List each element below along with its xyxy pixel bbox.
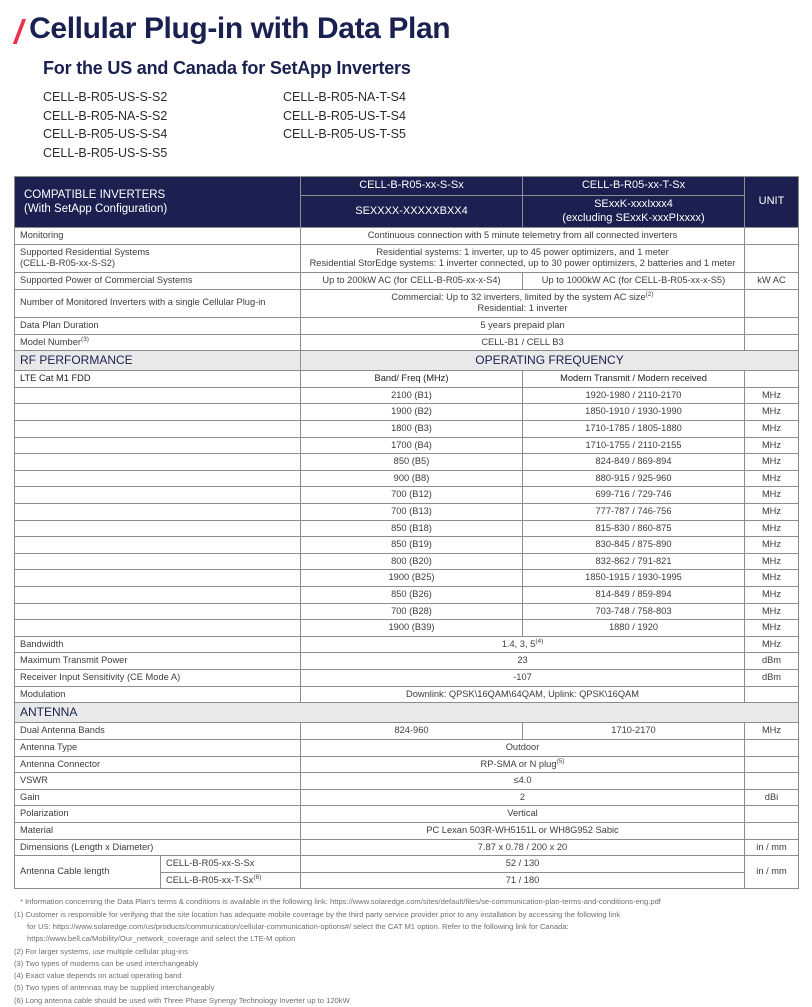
band-value: 900 (B8) xyxy=(301,470,523,487)
header-label-line2: (With SetApp Configuration) xyxy=(24,203,168,216)
header-col-t-sub xyxy=(523,195,745,228)
band-freq: 830-845 / 875-890 xyxy=(523,537,745,554)
table-row xyxy=(15,228,799,245)
table-row xyxy=(15,670,799,687)
footnote-ref: (5) xyxy=(556,757,565,765)
cable-value-s: 52 / 130 xyxy=(301,856,745,873)
table-row xyxy=(15,587,799,604)
row-label-modulation: Modulation xyxy=(15,686,301,703)
row-unit-commercial-power: kW AC xyxy=(745,273,799,290)
row-unit-model-number xyxy=(745,334,799,351)
band-freq: 1920-1980 / 2110-2170 xyxy=(523,387,745,404)
row-value-dimensions: 7.87 x 0.78 / 200 x 20 xyxy=(301,839,745,856)
band-freq: 703-748 / 758-803 xyxy=(523,603,745,620)
band-value: 800 (B20) xyxy=(301,553,523,570)
band-freq: 699-716 / 729-746 xyxy=(523,487,745,504)
row-value-polarization: Vertical xyxy=(301,806,745,823)
row-unit-receiver-sensitivity: dBm xyxy=(745,670,799,687)
row-unit-max-transmit-power: dBm xyxy=(745,653,799,670)
sublabel-text: CELL-B-R05-xx-T-Sx xyxy=(166,874,254,885)
model-column-right xyxy=(283,88,406,162)
table-row xyxy=(15,387,799,404)
table-row xyxy=(15,739,799,756)
header-col-s-title: CELL-B-R05-xx-S-Sx xyxy=(301,177,523,196)
band-freq: 1850-1910 / 1930-1990 xyxy=(523,404,745,421)
row-label-monitored-inverters: Number of Monitored Inverters with a single Cellular Plug-in xyxy=(15,289,301,317)
table-row xyxy=(15,437,799,454)
band-value: 700 (B12) xyxy=(301,487,523,504)
table-row xyxy=(15,334,799,351)
table-row xyxy=(15,603,799,620)
header-col-t-title: CELL-B-R05-xx-T-Sx xyxy=(523,177,745,196)
table-row xyxy=(15,470,799,487)
row-label-antenna-connector: Antenna Connector xyxy=(15,756,301,773)
band-value: 1900 (B25) xyxy=(301,570,523,587)
row-unit-vswr xyxy=(745,773,799,790)
cable-sublabel-s xyxy=(161,856,301,873)
band-freq: 815-830 / 860-875 xyxy=(523,520,745,537)
row-label-vswr: VSWR xyxy=(15,773,301,790)
band-row-label xyxy=(15,437,301,454)
model-item: CELL-B-R05-US-S-S4 xyxy=(43,127,168,141)
cable-sublabel-t xyxy=(161,872,301,889)
value-text: 1.4, 3, 5 xyxy=(501,638,536,649)
row-value-max-transmit-power: 23 xyxy=(301,653,745,670)
cable-value-t: 71 / 180 xyxy=(301,872,745,889)
table-row xyxy=(15,653,799,670)
model-item: CELL-B-R05-US-S-S5 xyxy=(43,145,168,160)
band-freq: 1850-1915 / 1930-1995 xyxy=(523,570,745,587)
band-row-label xyxy=(15,420,301,437)
band-unit: MHz xyxy=(745,553,799,570)
model-item: CELL-B-R05-US-T-S5 xyxy=(283,127,406,141)
row-label-dimensions: Dimensions (Length x Diameter) xyxy=(15,839,301,856)
table-row xyxy=(15,420,799,437)
row-unit-gain: dBi xyxy=(745,789,799,806)
row-label-model-number xyxy=(15,334,301,351)
sublabel-text: CELL-B-R05-xx-S-Sx xyxy=(166,858,255,869)
table-row xyxy=(15,723,799,740)
table-row xyxy=(15,520,799,537)
row-label-monitoring: Monitoring xyxy=(15,228,301,245)
band-unit: MHz xyxy=(745,537,799,554)
row-value-data-plan-duration: 5 years prepaid plan xyxy=(301,317,745,334)
header-col-s-sub: SEXXXX-XXXXXBXX4 xyxy=(301,195,523,228)
band-value: 1700 (B4) xyxy=(301,437,523,454)
section-title-antenna: ANTENNA xyxy=(15,703,799,723)
band-freq: 1880 / 1920 xyxy=(523,620,745,637)
band-row-label xyxy=(15,553,301,570)
footnote-1-line3: https://www.bell.ca/Mobility/Our_network_coverage and select the LTE-M option xyxy=(27,934,296,944)
row-unit-antenna-type xyxy=(745,739,799,756)
row-unit-antenna-cable-length: in / mm xyxy=(745,856,799,889)
band-unit: MHz xyxy=(745,454,799,471)
band-value: 2100 (B1) xyxy=(301,387,523,404)
table-row xyxy=(15,273,799,290)
band-unit: MHz xyxy=(745,387,799,404)
row-value-monitored-inverters xyxy=(301,289,745,317)
subheader-unit xyxy=(745,371,799,388)
band-unit: MHz xyxy=(745,520,799,537)
title-row xyxy=(14,14,812,48)
table-row xyxy=(15,317,799,334)
band-unit: MHz xyxy=(745,603,799,620)
table-subheader-row xyxy=(15,371,799,388)
footnote-6: (6) Long antenna cable should be used with Three Phase Synergy Technology Inverter up to 120kW xyxy=(14,995,350,1005)
row-unit-dimensions: in / mm xyxy=(745,839,799,856)
footnote-star: * Information concerning the Data Plan's terms & conditions is available in the following link: https://www.solaredge.com/sites/default/files/se-communication-plan-terms-and-conditions-eng.pdf xyxy=(20,897,661,907)
band-row-label xyxy=(15,570,301,587)
table-row xyxy=(15,570,799,587)
value-line1 xyxy=(306,292,739,304)
row-label-antenna-type: Antenna Type xyxy=(15,739,301,756)
row-label-data-plan-duration: Data Plan Duration xyxy=(15,317,301,334)
table-row xyxy=(15,856,799,873)
band-value: 1900 (B39) xyxy=(301,620,523,637)
footnote-ref: (4) xyxy=(535,637,544,645)
footnote-1-line2: for US: https://www.solaredge.com/us/products/communication/cellular-communication-options#/ select the CAT M1 option. Refer to the following link for Canada: xyxy=(27,922,569,931)
band-unit: MHz xyxy=(745,487,799,504)
table-row xyxy=(15,487,799,504)
table-row xyxy=(15,806,799,823)
band-freq: 880-915 / 925-960 xyxy=(523,470,745,487)
band-unit: MHz xyxy=(745,570,799,587)
table-header-row-1 xyxy=(15,177,799,196)
row-label-antenna-cable-length: Antenna Cable length xyxy=(15,856,161,889)
band-row-label xyxy=(15,487,301,504)
value-line2: Residential: 1 inverter xyxy=(477,303,568,314)
header-col-t-sub-line1: SExxK-xxxIxxx4 xyxy=(594,197,673,210)
footnotes-block xyxy=(14,896,798,1007)
band-freq: 832-862 / 791-821 xyxy=(523,553,745,570)
page-header xyxy=(0,0,812,162)
band-unit: MHz xyxy=(745,420,799,437)
model-column-left xyxy=(43,88,283,162)
row-value-commercial-power-t: Up to 1000kW AC (for CELL-B-R05-xx-x-S5) xyxy=(523,273,745,290)
table-row xyxy=(15,686,799,703)
band-row-label xyxy=(15,504,301,521)
value-text: RP-SMA or N plug xyxy=(480,758,557,769)
row-label-commercial-power: Supported Power of Commercial Systems xyxy=(15,273,301,290)
table-row xyxy=(15,504,799,521)
row-value-bandwidth xyxy=(301,636,745,653)
row-label-supported-residential xyxy=(15,244,301,272)
row-value-vswr: ≤4.0 xyxy=(301,773,745,790)
page-title: Cellular Plug-in with Data Plan xyxy=(29,12,451,45)
row-unit-polarization xyxy=(745,806,799,823)
row-value-antenna-connector xyxy=(301,756,745,773)
header-col-t-sub-line2: (excluding SExxK-xxxPIxxxx) xyxy=(562,211,705,224)
specifications-table xyxy=(14,176,799,889)
model-item: CELL-B-R05-US-T-S4 xyxy=(283,108,406,123)
subheader-lte-cat-m1: LTE Cat M1 FDD xyxy=(15,371,301,388)
section-title-operating-frequency: OPERATING FREQUENCY xyxy=(301,351,799,371)
footnote-4: (4) Exact value depends on actual operating band xyxy=(14,971,182,981)
row-value-supported-residential xyxy=(301,244,745,272)
table-row xyxy=(15,839,799,856)
band-row-label xyxy=(15,537,301,554)
band-unit: MHz xyxy=(745,620,799,637)
band-unit: MHz xyxy=(745,470,799,487)
header-label-line1: COMPATIBLE INVERTERS xyxy=(24,188,166,201)
row-value-receiver-sensitivity: -107 xyxy=(301,670,745,687)
label-line2: (CELL-B-R05-xx-S-S2) xyxy=(20,258,116,269)
model-item: CELL-B-R05-NA-S-S2 xyxy=(43,108,168,123)
footnote-ref: (2) xyxy=(645,290,654,298)
band-freq: 777-787 / 746-756 xyxy=(523,504,745,521)
table-row xyxy=(15,756,799,773)
footnote-5: (5) Two types of antennas may be supplied interchangeably xyxy=(14,983,215,993)
footnote-3: (3) Two types of modems can be used interchangeably xyxy=(14,958,199,968)
table-row xyxy=(15,404,799,421)
row-label-material: Material xyxy=(15,822,301,839)
table-row xyxy=(15,773,799,790)
header-compatible-inverters xyxy=(15,177,301,228)
footnote-ref: (6) xyxy=(253,873,262,881)
band-unit: MHz xyxy=(745,504,799,521)
table-row xyxy=(15,822,799,839)
section-header-antenna xyxy=(15,703,799,723)
page-subtitle: For the US and Canada for SetApp Inverters xyxy=(43,58,411,78)
band-value: 850 (B26) xyxy=(301,587,523,604)
row-unit-bandwidth: MHz xyxy=(745,636,799,653)
value-text: Commercial: Up to 32 inverters, limited by the system AC size xyxy=(391,291,646,302)
table-row xyxy=(15,244,799,272)
table-row xyxy=(15,553,799,570)
section-title-rf-performance: RF PERFORMANCE xyxy=(15,351,301,371)
value-line2: Residential StorEdge systems: 1 inverter connected, up to 30 power optimizers, 2 batteries and 1 meter xyxy=(309,258,736,269)
band-row-label xyxy=(15,387,301,404)
band-value: 700 (B13) xyxy=(301,504,523,521)
label-line1: Supported Residential Systems xyxy=(20,246,150,257)
band-value: 850 (B19) xyxy=(301,537,523,554)
model-item: CELL-B-R05-US-S-S2 xyxy=(43,90,168,104)
footnote-2: (2) For larger systems, use multiple cellular plug-ins xyxy=(14,946,188,956)
band-freq: 814-849 / 859-894 xyxy=(523,587,745,604)
row-value-gain: 2 xyxy=(301,789,745,806)
band-value: 1800 (B3) xyxy=(301,420,523,437)
footnote-ref: (3) xyxy=(80,335,89,343)
row-value-modulation: Downlink: QPSK\16QAM\64QAM, Uplink: QPSK\16QAM xyxy=(301,686,745,703)
row-label-receiver-sensitivity: Receiver Input Sensitivity (CE Mode A) xyxy=(15,670,301,687)
label-text: Model Number xyxy=(20,336,81,347)
row-unit-dual-antenna-bands: MHz xyxy=(745,723,799,740)
band-row-label xyxy=(15,454,301,471)
section-header-rf xyxy=(15,351,799,371)
row-value-material: PC Lexan 503R-WH5151L or WH8G952 Sabic xyxy=(301,822,745,839)
band-value: 1900 (B2) xyxy=(301,404,523,421)
row-unit-antenna-connector xyxy=(745,756,799,773)
model-item: CELL-B-R05-NA-T-S4 xyxy=(283,90,406,104)
subheader-modern-transmit: Modern Transmit / Modern received xyxy=(523,371,745,388)
footnote-1-line1: (1) Customer is responsible for verifying that the site location has adequate mobile coverage by the third party service provider prior to any installation by accessing the following link xyxy=(14,909,621,919)
band-row-label xyxy=(15,587,301,604)
row-unit-modulation xyxy=(745,686,799,703)
row-label-bandwidth: Bandwidth xyxy=(15,636,301,653)
row-unit-supported-residential xyxy=(745,244,799,272)
row-label-polarization: Polarization xyxy=(15,806,301,823)
band-unit: MHz xyxy=(745,404,799,421)
row-value-antenna-type: Outdoor xyxy=(301,739,745,756)
band-row-label xyxy=(15,470,301,487)
row-unit-material xyxy=(745,822,799,839)
row-value-dual-antenna-bands-t: 1710-2170 xyxy=(523,723,745,740)
band-row-label xyxy=(15,603,301,620)
value-line1: Residential systems: 1 inverter, up to 45 power optimizers, and 1 meter xyxy=(376,246,669,257)
model-number-list xyxy=(43,88,812,162)
row-unit-data-plan-duration xyxy=(745,317,799,334)
row-value-monitoring: Continuous connection with 5 minute telemetry from all connected inverters xyxy=(301,228,745,245)
table-row xyxy=(15,454,799,471)
row-label-max-transmit-power: Maximum Transmit Power xyxy=(15,653,301,670)
table-row xyxy=(15,620,799,637)
row-unit-monitoring xyxy=(745,228,799,245)
subheader-band-freq: Band/ Freq (MHz) xyxy=(301,371,523,388)
band-unit: MHz xyxy=(745,587,799,604)
row-unit-monitored-inverters xyxy=(745,289,799,317)
band-value: 850 (B5) xyxy=(301,454,523,471)
table-row xyxy=(15,289,799,317)
table-row xyxy=(15,636,799,653)
row-value-dual-antenna-bands-s: 824-960 xyxy=(301,723,523,740)
band-row-label xyxy=(15,520,301,537)
band-freq: 1710-1785 / 1805-1880 xyxy=(523,420,745,437)
band-value: 850 (B18) xyxy=(301,520,523,537)
header-unit: UNIT xyxy=(745,177,799,228)
band-value: 700 (B28) xyxy=(301,603,523,620)
band-unit: MHz xyxy=(745,437,799,454)
row-value-commercial-power-s: Up to 200kW AC (for CELL-B-R05-xx-x-S4) xyxy=(301,273,523,290)
red-slash-icon: / xyxy=(14,13,24,50)
table-row xyxy=(15,537,799,554)
row-value-model-number: CELL-B1 / CELL B3 xyxy=(301,334,745,351)
row-label-dual-antenna-bands: Dual Antenna Bands xyxy=(15,723,301,740)
band-freq: 824-849 / 869-894 xyxy=(523,454,745,471)
row-label-gain: Gain xyxy=(15,789,301,806)
table-row xyxy=(15,789,799,806)
band-row-label xyxy=(15,620,301,637)
band-row-label xyxy=(15,404,301,421)
band-freq: 1710-1755 / 2110-2155 xyxy=(523,437,745,454)
